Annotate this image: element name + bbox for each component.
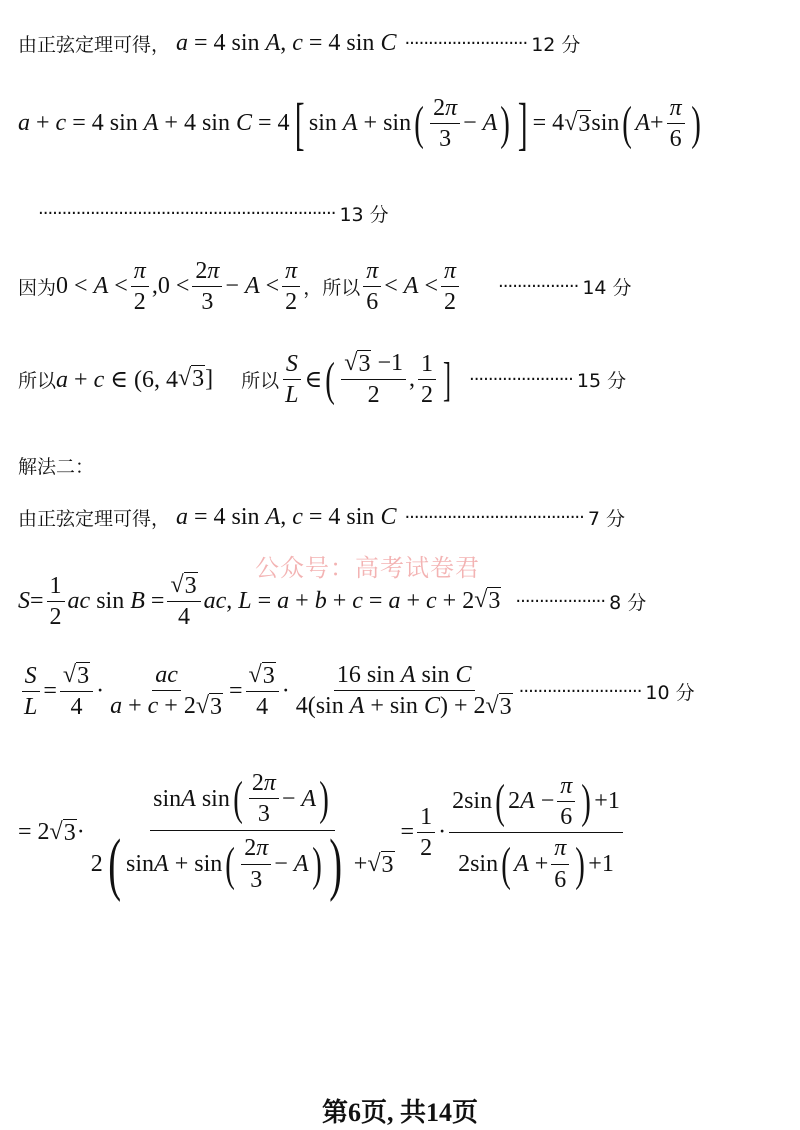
score-7: 7 分 [587, 508, 626, 530]
line-8: S = $\frac{1}{2}$ ac sin B = √ 3 4 ac , L = a + b + c = a + c + 2 √ 3 ··················· 8 分 [18, 572, 647, 631]
math-a-c: a = 4 sin A, c = 4 sin C [176, 30, 397, 56]
heading-method-2: 解法二： [18, 456, 95, 478]
dots: ······························································· [38, 203, 336, 224]
text-sine-law-2: 由正弦定理可得， [18, 508, 171, 530]
score-15: 15 分 [576, 369, 627, 392]
dots: ······································ [404, 507, 584, 528]
score-8: 8 分 [609, 591, 647, 614]
line-10: = 2 √ 3 · sin A sin ( $\frac{2\pi}{3}$ − A ) 2 ( sin A + sin ( $\frac{2\pi}{3}$ − A ) ) + √ 3 = $\frac{1}{2}$ · 2sin ( 2 A − $\frac{\pi}{6}$ ) +1 2sin ( A + $\frac{\pi}{6}$ ) +1 [18, 770, 626, 896]
dots: ·························· [404, 33, 528, 54]
dots: ················· [498, 276, 579, 298]
dots: ·························· [518, 680, 642, 702]
page-footer: 第6页, 共14页 [321, 1098, 478, 1127]
score-13: 13 分 [339, 204, 389, 226]
score-10: 10 分 [645, 681, 695, 704]
line-7: 由正弦定理可得， a = 4 sin A, c = 4 sin C ······································ 7 分 [18, 504, 626, 530]
line-9: $\frac{S}{L}$ = √ 3 4 · ac a + c + 2 √ 3 = √ 3 4 · 16 sin A sin C 4(sin A + sin C) + 2 √ 3 ·························· 10 分 [18, 662, 695, 721]
line-3 [38, 200, 389, 227]
dots: ······················ [468, 368, 573, 390]
text-sine-law: 由正弦定理可得， [18, 34, 171, 56]
text-so-2: 所以 [241, 369, 280, 392]
line-6 [18, 452, 94, 479]
line-1 [18, 30, 580, 57]
text-so-1: 所以 [18, 369, 57, 392]
line-5: 所以 a + c ∈ (6, 4 √ 3 ] 所以 $\frac{S}{L}$ ∈ ( √ 3 −1 2 , $\frac{1}{2}$ ] ······················ 15 分 [18, 350, 627, 409]
watermark: 公众号：高考试卷君 [255, 554, 480, 582]
score-14: 14 分 [582, 277, 632, 300]
score-12: 12 分 [531, 34, 581, 56]
dots: ··················· [515, 590, 606, 612]
line-4: 因为 0 < A < $\frac{\pi}{2}$ ,0 < $\frac{2\pi}{3}$ − A < $\frac{\pi}{2}$ ，所以 $\frac{\pi}{6}$ < A < $\frac{\pi}{2}$ ················· 14 分 [18, 258, 632, 316]
line-2: a + c = 4 sin A + 4 sin C = 4 [ sin A + sin ( $\frac{2\pi}{3}$ − A ) ] = 4 √ 3 sin ( A + $\frac{\pi}{6}$ ) [18, 90, 701, 156]
text-therefore: ，所以 [303, 277, 361, 300]
text-because: 因为 [18, 277, 57, 300]
